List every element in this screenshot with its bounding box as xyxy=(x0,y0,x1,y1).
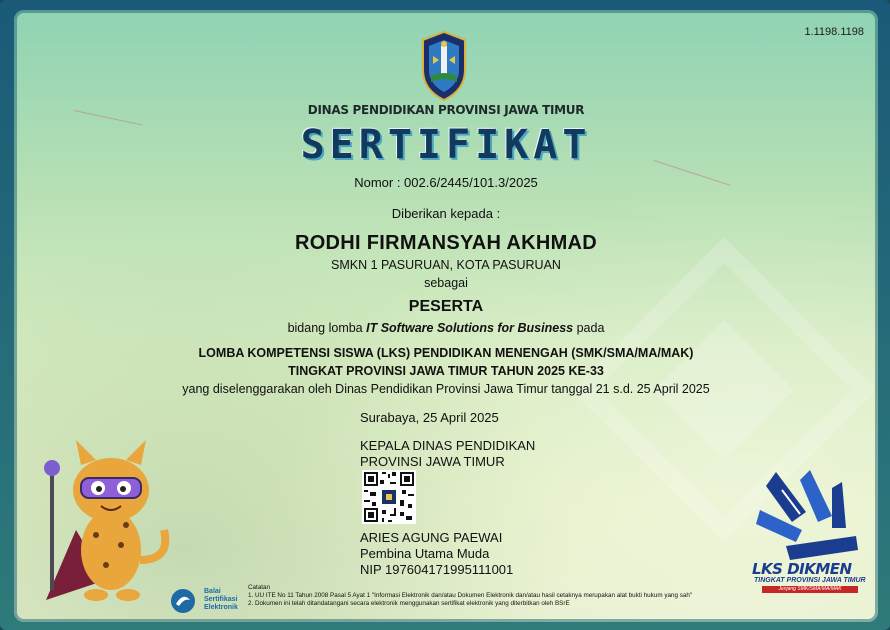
agency-name: DINAS PENDIDIKAN PROVINSI JAWA TIMUR xyxy=(307,103,585,117)
east-java-crest-icon xyxy=(419,30,469,102)
certificate-paper xyxy=(14,10,878,622)
notes-item-2: 2. Dokumen ini telah ditandatangani secara elektronik menggunakan sertifikat elektronik yang diterbitkan oleh BSrE xyxy=(248,600,570,607)
recipient-school: SMKN 1 PASURUAN, KOTA PASURUAN xyxy=(331,258,561,272)
signer-position-line1: KEPALA DINAS PENDIDIKAN xyxy=(360,438,536,453)
lks-logo-title: LKS DIKMEN xyxy=(752,560,852,578)
recipient-role: PESERTA xyxy=(408,298,484,315)
as-label: sebagai xyxy=(424,276,468,290)
bsre-label-line2: Sertifikasi xyxy=(204,596,238,603)
certificate-title: SERTIFIKAT xyxy=(300,122,592,168)
notes-heading: Catatan xyxy=(248,584,271,591)
signer-nip: NIP 197604171995111001 xyxy=(360,562,514,577)
competition-field xyxy=(14,321,878,335)
competition-title-line1: LOMBA KOMPETENSI SISWA (LKS) PENDIDIKAN MENENGAH (SMK/SMA/MA/MAK) xyxy=(198,346,694,360)
certificate-number: Nomor : 002.6/2445/101.3/2025 xyxy=(354,175,538,190)
signature-block xyxy=(360,410,535,470)
bsre-label-line3: Elektronik xyxy=(204,604,238,611)
signer-position-line2: PROVINSI JAWA TIMUR xyxy=(360,454,505,469)
competition-held: yang diselenggarakan oleh Dinas Pendidikan Provinsi Jawa Timur tanggal 21 s.d. 25 April 2025 xyxy=(182,382,710,396)
bsre-label-line1: Balai xyxy=(204,588,221,595)
field-prefix: bidang lomba xyxy=(287,321,363,335)
bsre-label xyxy=(204,588,238,612)
bsre-logo-icon xyxy=(169,588,197,614)
signer-rank: Pembina Utama Muda xyxy=(360,546,490,561)
document-code: 1.1198.1198 xyxy=(804,26,864,38)
competition-title-line2: TINGKAT PROVINSI JAWA TIMUR TAHUN 2025 KE-33 xyxy=(288,364,604,378)
notes-block xyxy=(248,584,692,608)
lks-logo-tag: Jenjang SMK/SMA/MA/MAK xyxy=(762,586,858,593)
lks-logo-subtitle: TINGKAT PROVINSI JAWA TIMUR xyxy=(754,577,866,584)
given-to-label: Diberikan kepada : xyxy=(391,206,501,221)
qr-code-icon xyxy=(362,470,416,524)
signer-name: ARIES AGUNG PAEWAI xyxy=(360,530,503,545)
field-suffix: pada xyxy=(576,321,605,335)
signer-block xyxy=(360,530,513,578)
field-name: IT Software Solutions for Business xyxy=(366,321,574,335)
place-date: Surabaya, 25 April 2025 xyxy=(360,410,499,425)
leopard-mascot-icon xyxy=(36,410,186,610)
recipient-name: RODHI FIRMANSYAH AKHMAD xyxy=(294,232,598,254)
notes-item-1: 1. UU ITE No 11 Tahun 2008 Pasal 5 Ayat 1 "Informasi Elektronik dan/atau Dokumen Elektronik dan/atau hasil cetaknya merupakan alat bukti hukum yang sah" xyxy=(248,592,693,599)
